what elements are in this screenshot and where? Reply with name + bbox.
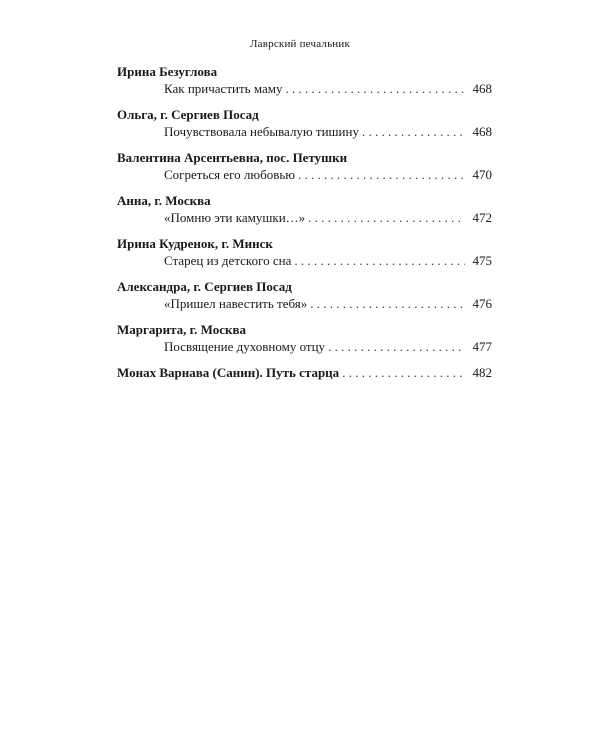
toc-author: Валентина Арсентьевна, пос. Петушки — [117, 150, 348, 165]
toc-line[interactable] — [117, 123, 492, 140]
toc-page-number: 477 — [472, 339, 492, 354]
toc-author: Ирина Безуглова — [117, 64, 218, 79]
running-head: Лаврский печальник — [249, 38, 351, 50]
toc-title: Как причастить маму — [164, 81, 283, 96]
toc-page-number: 472 — [472, 210, 492, 225]
dot-leader — [328, 338, 465, 355]
dot-leader — [298, 166, 465, 183]
toc-entry — [117, 149, 492, 183]
toc-line[interactable] — [117, 166, 492, 183]
toc-page-number: 476 — [472, 296, 492, 311]
dot-leader — [285, 80, 465, 97]
toc-author: Маргарита, г. Москва — [117, 322, 246, 337]
toc-title: Монах Варнава (Санин). Путь старца — [117, 365, 340, 380]
toc-entry — [117, 235, 492, 269]
toc-title: Почувствовала небывалую тишину — [164, 124, 359, 139]
table-of-contents — [117, 63, 492, 390]
toc-entry-final — [117, 364, 492, 381]
toc-entry — [117, 106, 492, 140]
toc-title: Согреться его любовью — [164, 167, 296, 182]
toc-author: Ольга, г. Сергиев Посад — [117, 107, 259, 122]
toc-title: «Пришел навестить тебя» — [164, 296, 308, 311]
toc-entry — [117, 63, 492, 97]
dot-leader — [294, 252, 465, 269]
toc-entry — [117, 278, 492, 312]
toc-author: Александра, г. Сергиев Посад — [117, 279, 292, 294]
toc-page-number: 470 — [472, 167, 492, 182]
toc-line[interactable] — [117, 209, 492, 226]
toc-line[interactable] — [117, 295, 492, 312]
toc-title: «Помню эти камушки…» — [164, 210, 306, 225]
dot-leader — [310, 295, 465, 312]
dot-leader — [362, 123, 465, 140]
toc-line[interactable] — [117, 338, 492, 355]
toc-line[interactable] — [117, 364, 492, 381]
toc-author: Анна, г. Москва — [117, 193, 211, 208]
toc-page-number: 468 — [472, 81, 492, 96]
toc-line[interactable] — [117, 252, 492, 269]
dot-leader — [308, 209, 465, 226]
dot-leader — [342, 364, 465, 381]
toc-page-number: 475 — [472, 253, 492, 268]
toc-entry — [117, 321, 492, 355]
toc-title: Посвящение духовному отцу — [164, 339, 326, 354]
toc-line[interactable] — [117, 80, 492, 97]
toc-entry — [117, 192, 492, 226]
toc-author: Ирина Кудренок, г. Минск — [117, 236, 273, 251]
toc-title: Старец из детского сна — [164, 253, 292, 268]
toc-page-number: 482 — [472, 365, 492, 380]
toc-page-number: 468 — [472, 124, 492, 139]
